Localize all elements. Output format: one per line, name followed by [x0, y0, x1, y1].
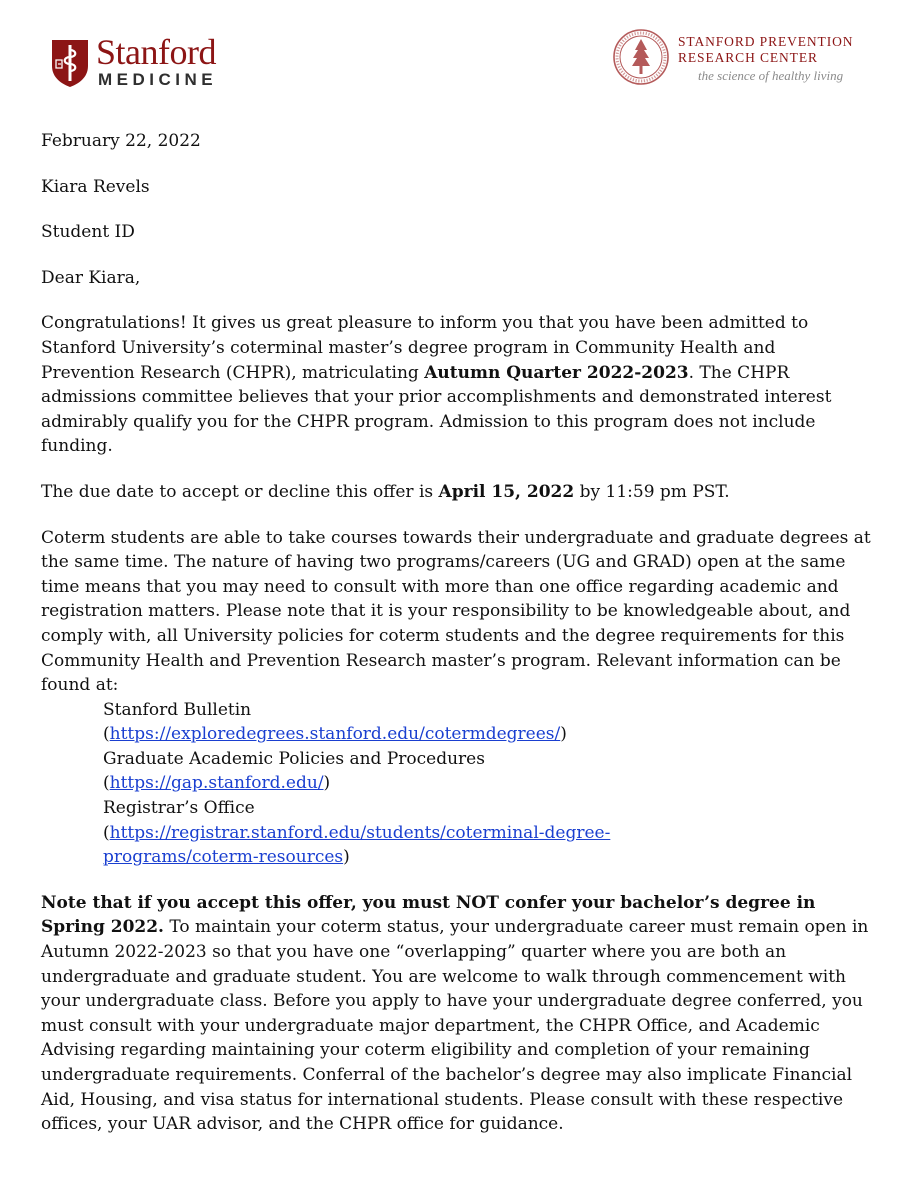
center-name-line1: STANFORD PREVENTION — [678, 34, 854, 49]
link-registrar-part2[interactable]: programs/coterm-resources — [103, 847, 344, 868]
due-date-text-start: The due date to accept or decline this offer is — [41, 481, 439, 502]
admission-paragraph — [41, 311, 871, 459]
bachelor-degree-notice-text: To maintain your coterm status, your undergraduate career must remain open in Autumn 2022-2023 so that you have one “overlapping” quarter where you are both an undergraduate and graduate student. You are welcome to walk through commencement with your undergraduate class. Before you apply to have your undergraduate degree conferred, you must consult with your undergraduate major department, the CHPR Office, and Academic Advising regarding maintaining your coterm eligibility and completion of your remaining undergraduate requirements. Conferral of the bachelor’s degree may also implicate Financial Aid, Housing, and visa status for international students. Please consult with these respective offices, your UAR advisor, and the CHPR office for guidance. — [41, 917, 869, 1135]
resource-title-gap: Graduate Academic Policies and Procedures — [103, 748, 485, 769]
admission-text-end: . The CHPR admissions committee believes that your prior accomplishments and demonstrated interest admirably qualify you for the CHPR program. Admission to this program does not include funding. — [41, 362, 832, 457]
due-date-time: by 11:59 pm PST. — [574, 481, 730, 502]
stanford-seal-icon — [612, 28, 670, 86]
bachelor-degree-warning: Note that if you accept this offer, you must NOT confer your bachelor’s degree in Spring 2022. — [41, 892, 816, 938]
salutation: Dear Kiara, — [41, 267, 141, 288]
recipient-name: Kiara Revels — [41, 176, 150, 197]
paren-close: ) — [323, 773, 331, 794]
logo-subtitle: MEDICINE — [98, 70, 218, 89]
resource-link-line-gap — [103, 771, 871, 796]
coterm-info-paragraph: Coterm students are able to take courses towards their undergraduate and graduate degrees at the same time. The nature of having two programs/careers (UG and GRAD) open at the same time means that you may need to consult with more than one office regarding academic and registration matters. Please note that it is your responsibility to be knowledgeable about, and comply with, all University policies for coterm students and the degree requirements for this Community Health and Prevention Research master’s program. Relevant information can be found at: — [41, 527, 871, 696]
bachelor-degree-notice-paragraph — [41, 891, 871, 1137]
paren-open: ( — [103, 773, 110, 794]
link-registrar-part1[interactable]: https://registrar.stanford.edu/students/coterminal-degree- — [109, 822, 611, 843]
center-name-line2: RESEARCH CENTER — [678, 50, 818, 65]
stanford-shield-icon — [50, 38, 90, 88]
center-tagline: the science of healthy living — [698, 68, 844, 83]
link-gap[interactable]: https://gap.stanford.edu/ — [109, 773, 324, 794]
prevention-research-center-logo — [612, 28, 882, 92]
letter-date: February 22, 2022 — [41, 131, 201, 151]
student-id-label: Student ID — [41, 222, 135, 243]
resource-title-bulletin: Stanford Bulletin — [103, 699, 252, 720]
matriculation-term: Autumn Quarter 2022-2023 — [424, 362, 689, 383]
resource-title-registrar: Registrar’s Office — [103, 798, 255, 819]
stanford-medicine-logo — [50, 32, 250, 92]
resource-list — [103, 698, 871, 870]
paren-close: ) — [560, 724, 567, 745]
paren-open: ( — [103, 822, 110, 843]
letter-body — [41, 129, 871, 1158]
logo-wordmark: Stanford — [96, 32, 216, 72]
paren-close: ) — [343, 847, 350, 868]
link-stanford-bulletin[interactable]: https://exploredegrees.stanford.edu/cotermdegrees/ — [109, 724, 561, 745]
resource-link-line-bulletin — [103, 722, 871, 747]
due-date: April 15, 2022 — [438, 481, 575, 502]
paren-open: ( — [103, 724, 110, 745]
resource-link-line-registrar-2 — [103, 845, 871, 870]
resource-link-line-registrar — [103, 821, 871, 846]
admission-text-start: Congratulations! It gives us great pleasure to inform you that you have been admitted to Stanford University’s coterminal master’s degree program in Community Health and Prevention Research (CHPR), matriculating — [41, 313, 809, 383]
due-date-paragraph — [41, 480, 871, 505]
